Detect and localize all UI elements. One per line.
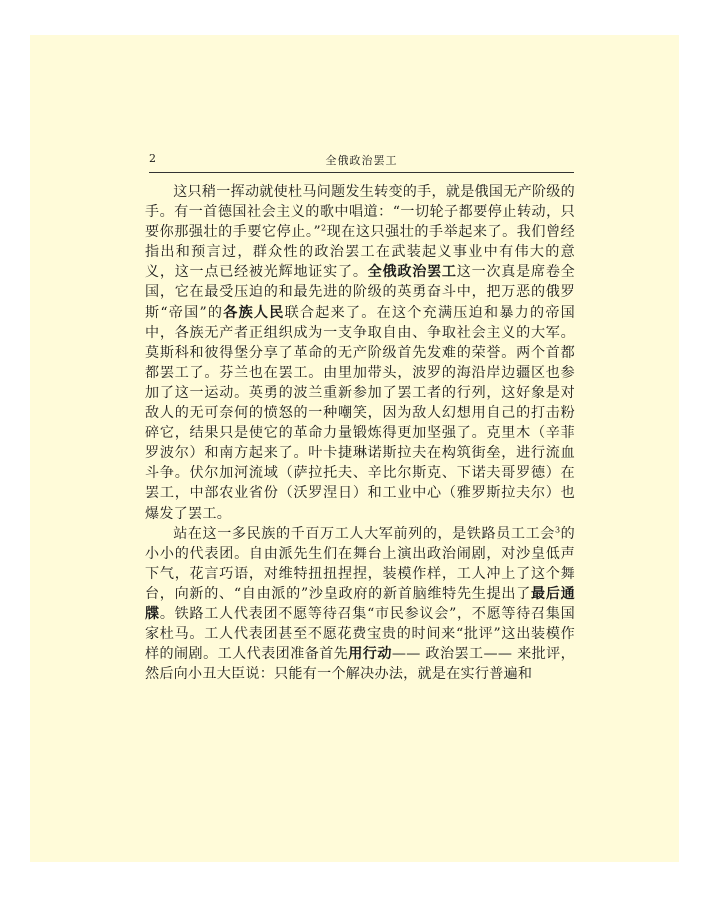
paragraph [145, 524, 575, 685]
page-header [149, 150, 574, 173]
text-run: —— 政治罢工—— 来批评，然后向小丑大臣说：只能有一个解决办法，就是在实行普遍和 [145, 646, 576, 683]
footnote-marker: 3 [554, 524, 561, 534]
text-run: 的小小的代表团。自由派先生们在舞台上演出政治闹剧，对沙皇低声下气，花言巧语，对维特扭扭捏捏，装模作样，工人冲上了这个舞台，向新的、“自由派的”沙皇政府的新首脑维特先生提出了 [145, 525, 576, 602]
text-run: 。铁路工人代表团不愿等待召集“市民参议会”，不愿等待召集国家杜马。工人代表团甚至不愿花费宝贵的时间来“批评”这出装模作样的闹剧。工人代表团准备首先 [145, 605, 575, 663]
text-run: 这一次真是席卷全国，它在最受压迫的和最先进的阶级的英勇奋斗中，把万恶的俄罗斯“帝国”的 [145, 264, 576, 321]
text-run: 现在这只强壮的手举起来了。我们曾经指出和预言过，群众性的政治罢工在武装起义事业中有伟大的意义，这一点已经被光辉地证实了。 [145, 224, 576, 281]
page-number: 2 [149, 152, 156, 165]
emphasis-text: 用行动 [348, 646, 392, 663]
text-run: 这只稍一挥动就使杜马问题发生转变的手，就是俄国无产阶级的手。有一首德国社会主义的歌中唱道：“一切轮子都要停止转动，只要你那强壮的手要它停止。” [145, 184, 575, 241]
emphasis-text: 全俄政治罢工 [367, 264, 457, 281]
emphasis-text: 最后通牒 [145, 585, 575, 622]
footnote-marker: 2 [320, 223, 327, 233]
text-run: 联合起来了。在这个充满压迫和暴力的帝国中，各族无产者正组织成为一支争取自由、争取社会主义的大军。莫斯科和彼得堡分享了革命的无产阶级首先发难的荣誉。两个首都都罢工了。芬兰也在罢工。由里加带头，波罗的海沿岸边疆区也参加了这一运动。英勇的波兰重新参加了罢工者的行列，这好象是对敌人的无可奈何的愤怒的一种嘲笑，因为敌人幻想用自己的打击粉碎它，结果只是使它的革命力量锻炼得更加坚强了。克里木（辛菲罗波尔）和南方起来了。叶卡捷琳诺斯拉夫在构筑街垒，进行流血斗争。伏尔加河流域（萨拉托夫、辛比尔斯克、下诺夫哥罗德）在罢工，中部农业省份（沃罗涅日）和工业中心（雅罗斯拉夫尔）也爆发了罢工。 [145, 304, 576, 522]
emphasis-text: 各族人民 [223, 304, 285, 321]
text-run: 站在这一多民族的千百万工人大军前列的，是铁路员工工会 [173, 525, 555, 542]
body-text [145, 182, 575, 684]
running-title: 全俄政治罢工 [325, 154, 398, 167]
paragraph [145, 182, 575, 524]
